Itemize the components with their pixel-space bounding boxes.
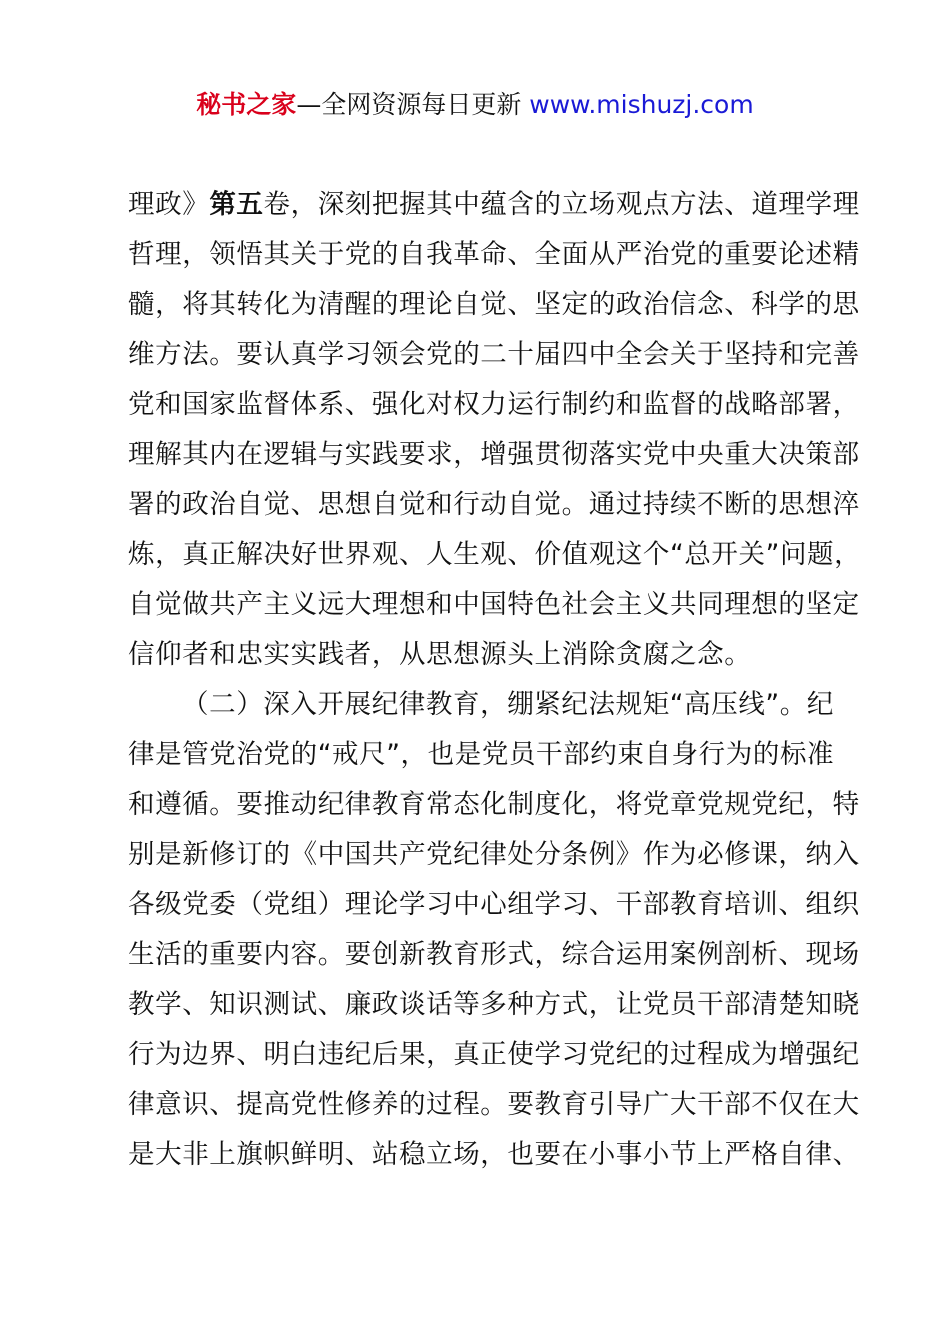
text-line-13: 和遵循。要推动纪律教育常态化制度化，将党章党规党纪，特 (128, 789, 860, 820)
text-line-10: 信仰者和忠实实践者，从思想源头上消除贪腐之念。 (128, 639, 752, 670)
text-line-6: 理解其内在逻辑与实践要求，增强贯彻落实党中央重大决策部 (128, 439, 860, 470)
text-line-14: 别是新修订的《中国共产党纪律处分条例》作为必修课，纳入 (128, 839, 860, 870)
text-line-1 (128, 180, 860, 230)
text-line-19: 律意识、提高党性修养的过程。要教育引导广大干部不仅在大 (128, 1089, 860, 1120)
text-line-12: 律是管党治党的“戒尺”，也是党员干部约束自身行为的标准 (128, 739, 835, 770)
text-line-8: 炼，真正解决好世界观、人生观、价值观这个“总开关”问题， (128, 539, 862, 570)
text-line-1-start: 理政》 (128, 189, 210, 220)
text-line-20: 是大非上旗帜鲜明、站稳立场，也要在小事小节上严格自律、 (128, 1139, 860, 1170)
text-line-15: 各级党委（党组）理论学习中心组学习、干部教育培训、组织 (128, 889, 860, 920)
site-tagline: —全网资源每日更新 (296, 90, 522, 119)
text-line-4: 维方法。要认真学习领会党的二十届四中全会关于坚持和完善 (128, 339, 860, 370)
text-line-3: 髓，将其转化为清醒的理论自觉、坚定的政治信念、科学的思 (128, 289, 860, 320)
site-brand: 秘书之家 (196, 90, 297, 119)
text-line-16: 生活的重要内容。要创新教育形式，综合运用案例剖析、现场 (128, 939, 860, 970)
text-line-17: 教学、知识测试、廉政谈话等多种方式，让党员干部清楚知晓 (128, 989, 860, 1020)
text-line-1-bold: 第五 (209, 189, 264, 220)
document-body (128, 180, 862, 1180)
text-line-18: 行为边界、明白违纪后果，真正使学习党纪的过程成为增强纪 (128, 1039, 860, 1070)
text-line-2: 哲理，领悟其关于党的自我革命、全面从严治党的重要论述精 (128, 239, 860, 270)
text-line-9: 自觉做共产主义远大理想和中国特色社会主义共同理想的坚定 (128, 589, 860, 620)
site-header (0, 88, 950, 122)
site-url-link[interactable]: www.mishuzj.com (529, 90, 754, 119)
text-line-7: 署的政治自觉、思想自觉和行动自觉。通过持续不断的思想淬 (128, 489, 860, 520)
section-heading-line: （二）深入开展纪律教育，绷紧纪法规矩“高压线”。纪 (182, 689, 834, 720)
text-line-1-end: 卷，深刻把握其中蕴含的立场观点方法、道理学理 (263, 189, 860, 220)
text-line-5: 党和国家监督体系、强化对权力运行制约和监督的战略部署， (128, 389, 860, 420)
